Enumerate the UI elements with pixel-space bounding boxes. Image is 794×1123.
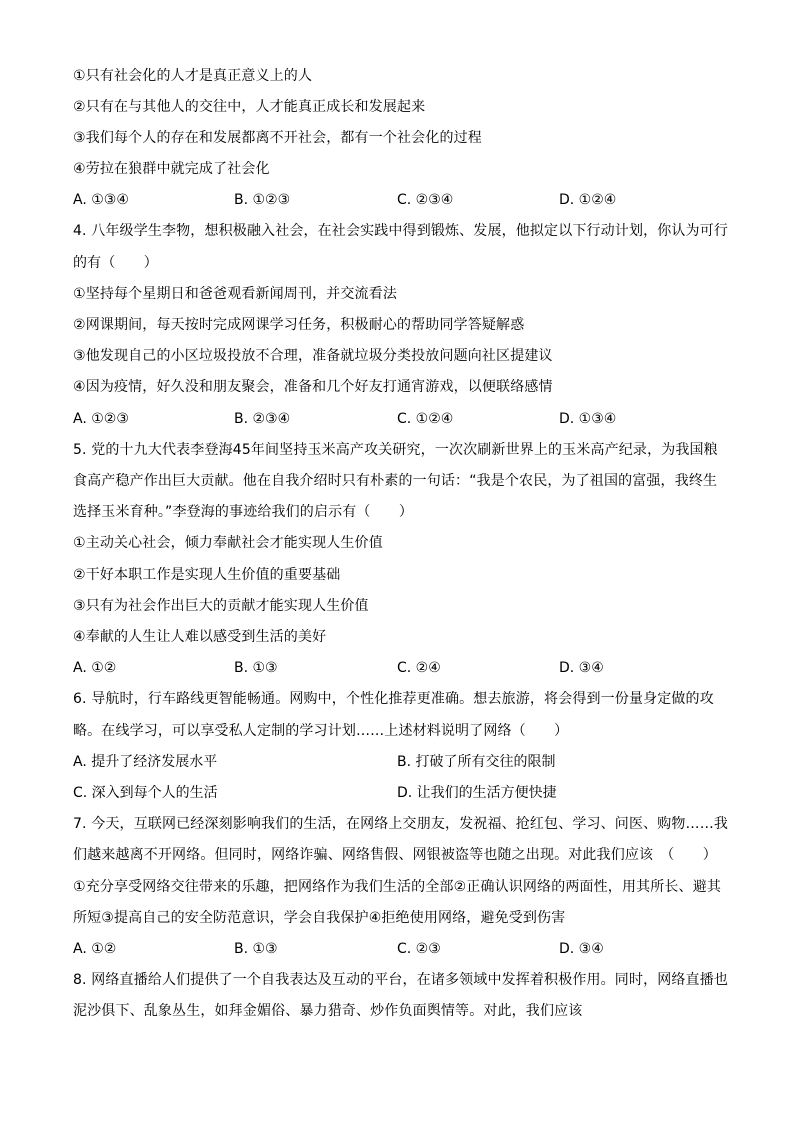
q3-statement: ①只有社会化的人才是真正意义上的人	[73, 68, 313, 84]
q3-statement: ②只有在与其他人的交往中，人才能真正成长和发展起来	[73, 99, 426, 115]
q5-statement: ②干好本职工作是实现人生价值的重要基础	[73, 567, 341, 583]
q7-option-a: A. ①②	[73, 941, 117, 957]
q4-statement: ③他发现自己的小区垃圾投放不合理，准备就垃圾分类投放问题向社区提建议	[73, 348, 553, 364]
q7-stem: 们越来越离不开网络。但同时，网络诈骗、网络售假、网银被盗等也随之出现。对此我们应该 （ ）	[73, 847, 717, 863]
q4-option-a: A. ①②③	[73, 411, 129, 427]
q4-stem: 4. 八年级学生李物，想积极融入社会，在社会实践中得到锻炼、发展，他拟定以下行动计划，你认为可行	[73, 223, 729, 239]
q6-option-b: B. 打破了所有交往的限制	[397, 754, 556, 770]
q3-option-b: B. ①②③	[234, 192, 291, 208]
q4-statement: ①坚持每个星期日和爸爸观看新闻周刊，并交流看法	[73, 286, 397, 302]
q5-statement: ①主动关心社会，倾力奉献社会才能实现人生价值	[73, 535, 383, 551]
q4-stem: 的有（ ）	[73, 255, 158, 271]
q5-statement: ③只有为社会作出巨大的贡献才能实现人生价值	[73, 598, 369, 614]
q7-statement: 所短③提高自己的安全防范意识，学会自我保护④拒绝使用网络，避免受到伤害	[73, 910, 566, 926]
q6-option-d: D. 让我们的生活方便快捷	[397, 785, 557, 801]
q3-option-c: C. ②③④	[397, 192, 454, 208]
q6-option-c: C. 深入到每个人的生活	[73, 785, 218, 801]
q7-option-d: D. ③④	[559, 941, 604, 957]
q5-statement: ④奉献的人生让人难以感受到生活的美好	[73, 629, 327, 645]
q5-stem: 选择玉米育种。”李登海的事迹给我们的启示有（ ）	[73, 504, 414, 520]
q3-option-d: D. ①②④	[559, 192, 617, 208]
q7-option-b: B. ①③	[234, 941, 278, 957]
q4-option-d: D. ①③④	[559, 411, 617, 427]
q5-option-a: A. ①②	[73, 660, 117, 676]
q4-statement: ④因为疫情，好久没和朋友聚会，准备和几个好友打通宵游戏，以便联络感情	[73, 379, 553, 395]
q5-stem: 5. 党的十九大代表李登海45年间坚持玉米高产攻关研究，一次次刷新世界上的玉米高产纪录，为我国粮	[73, 442, 718, 458]
q5-stem: 食高产稳产作出巨大贡献。他在自我介绍时只有朴素的一句话：“我是个农民，为了祖国的富强，我终生	[73, 473, 718, 489]
q5-option-b: B. ①③	[234, 660, 278, 676]
q5-option-c: C. ②④	[397, 660, 441, 676]
q4-statement: ②网课期间，每天按时完成网课学习任务，积极耐心的帮助同学答疑解惑	[73, 317, 525, 333]
q6-option-a: A. 提升了经济发展水平	[73, 754, 218, 770]
q6-stem: 6. 导航时，行车路线更智能畅通。网购中，个性化推荐更准确。想去旅游，将会得到一份量身定做的攻	[73, 691, 714, 707]
q4-option-c: C. ①②④	[397, 411, 454, 427]
q3-statement: ③我们每个人的存在和发展都离不开社会，都有一个社会化的过程	[73, 130, 482, 146]
q3-statement: ④劳拉在狼群中就完成了社会化	[73, 161, 270, 177]
q5-option-d: D. ③④	[559, 660, 604, 676]
q7-statement: ①充分享受网络交往带来的乐趣，把网络作为我们生活的全部②正确认识网络的两面性，用其所长、避其	[73, 879, 721, 895]
q7-option-c: C. ②③	[397, 941, 441, 957]
q4-option-b: B. ②③④	[234, 411, 291, 427]
q6-stem: 略。在线学习，可以享受私人定制的学习计划……上述材料说明了网络（ ）	[73, 723, 569, 739]
q7-stem: 7. 今天，互联网已经深刻影响我们的生活，在网络上交朋友，发祝福、抢红包、学习、问医、购物……我	[73, 816, 729, 832]
q3-option-a: A. ①③④	[73, 192, 129, 208]
q8-stem: 泥沙俱下、乱象丛生，如拜金媚俗、暴力猎奇、炒作负面舆情等。对此，我们应该	[73, 1003, 583, 1019]
q8-stem: 8. 网络直播给人们提供了一个自我表达及互动的平台，在诸多领域中发挥着积极作用。同时，网络直播也	[73, 972, 729, 988]
